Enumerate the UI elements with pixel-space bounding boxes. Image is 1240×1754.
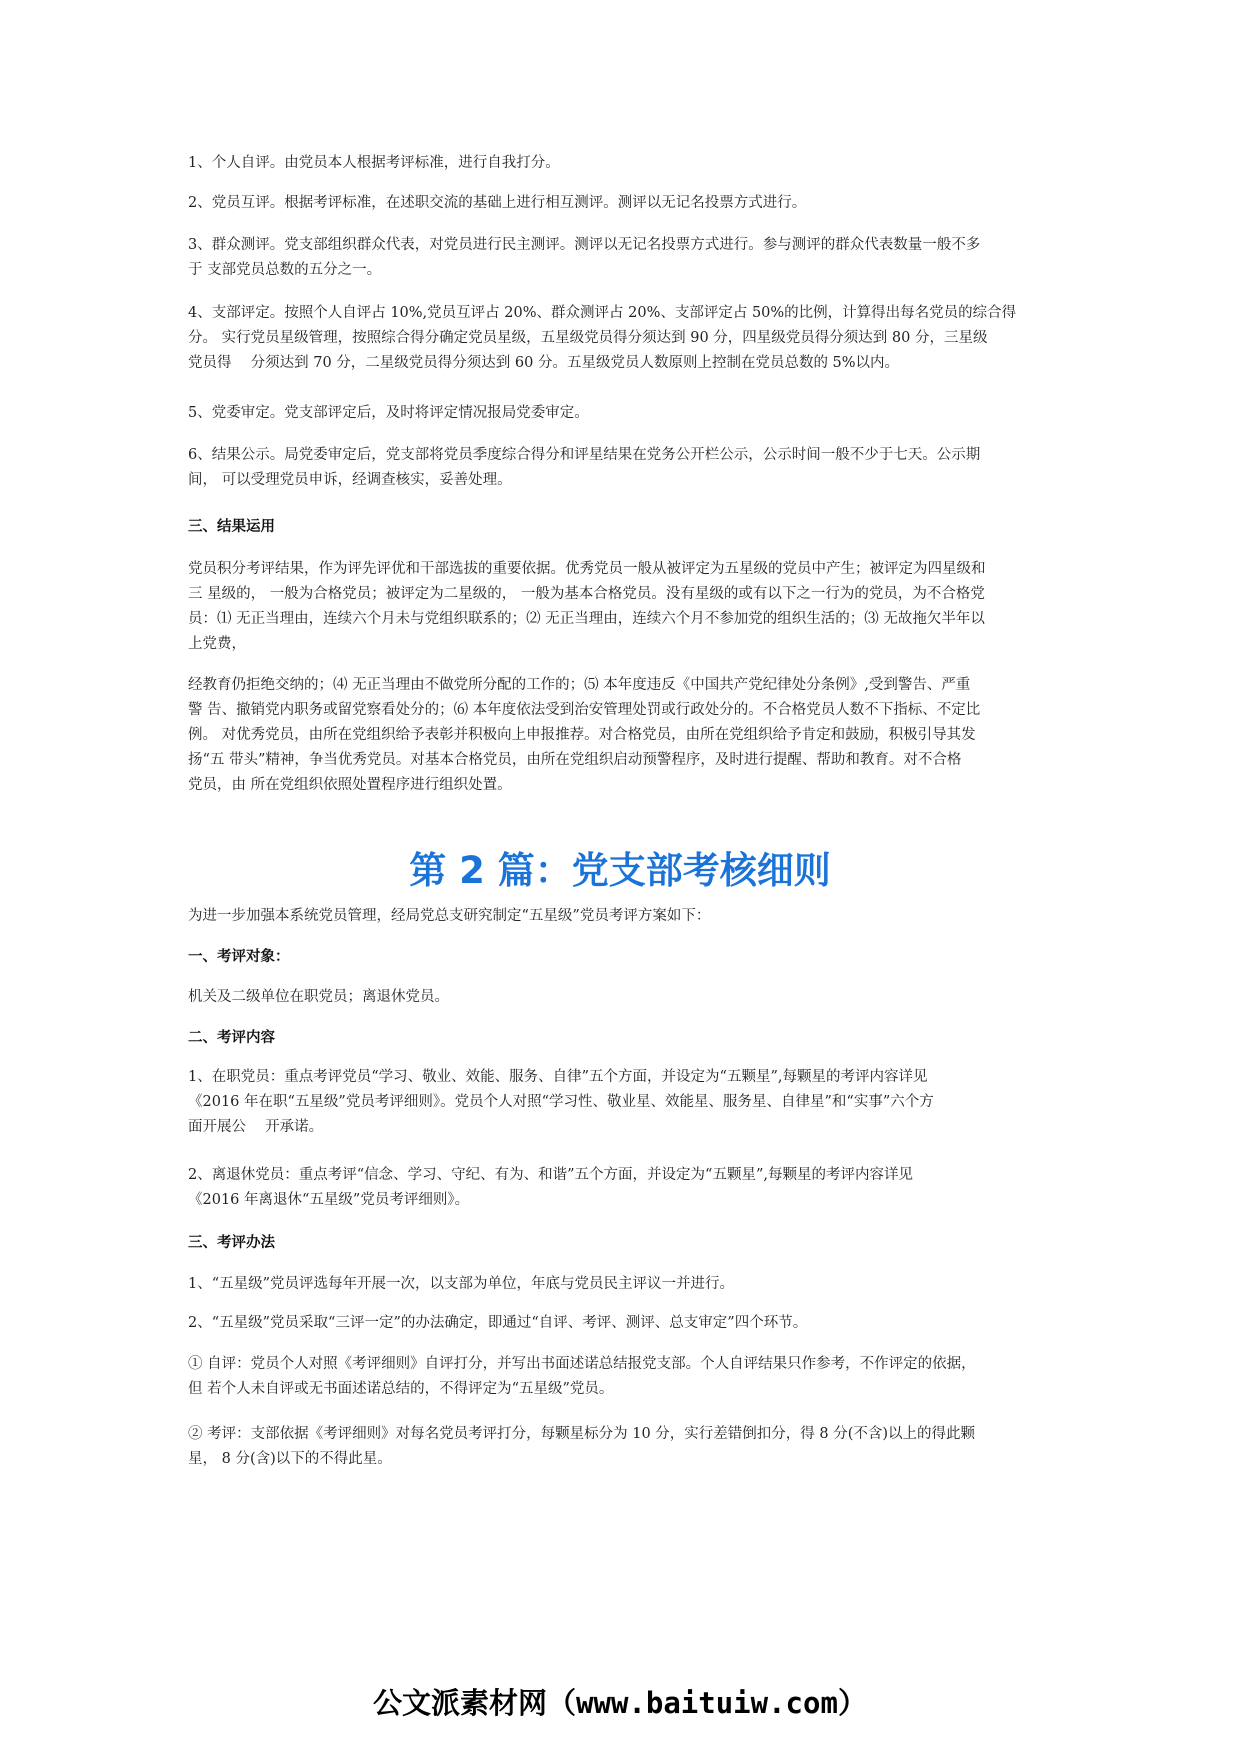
paragraph-result-publicity	[188, 443, 1060, 493]
paragraph-result-usage	[188, 557, 1060, 657]
text-line: 《2016 年离退休“五星级”党员考评细则》。	[188, 1192, 470, 1208]
text-line: 6、结果公示。局党委审定后，党支部将党员季度综合得分和评星结果在党务公开栏公示，公示时间一般不少于七天。公示期	[188, 447, 981, 463]
text-line: 2、“五星级”党员采取“三评一定”的办法确定，即通过“自评、考评、测评、总支审定”四个环节。	[188, 1315, 808, 1331]
text-line: 3、群众测评。党支部组织群众代表，对党员进行民主测评。测评以无记名投票方式进行。参与测评的群众代表数量一般不多	[188, 237, 981, 253]
text-line: 1、在职党员：重点考评党员“学习、敬业、效能、服务、自律”五个方面，并设定为“五颗星”,每颗星的考评内容详见	[188, 1069, 928, 1085]
paragraph-self-evaluation	[188, 151, 1060, 176]
paragraph-committee-review	[188, 401, 1060, 426]
text-line: 分。 实行党员星级管理，按照综合得分确定党员星级，五星级党员得分须达到 90 分，四星级党员得分须达到 80 分，三星级	[188, 330, 988, 346]
paragraph-peer-evaluation	[188, 191, 1060, 216]
text-line: 间， 可以受理党员申诉，经调查核实，妥善处理。	[188, 472, 512, 488]
text-line: ② 考评：支部依据《考评细则》对每名党员考评打分，每颗星标分为 10 分，实行差错倒扣分，得 8 分(不含)以上的得此颗	[188, 1426, 976, 1442]
text-line: 扬“五 带头”精神，争当优秀党员。对基本合格党员，由所在党组织启动预警程序，及时进行提醒、帮助和教育。对不合格	[188, 752, 962, 768]
text-line: 例。 对优秀党员，由所在党组织给予表彰并积极向上申报推荐。对合格党员，由所在党组织给予肯定和鼓励，积极引导其发	[188, 727, 976, 743]
text-line: 星， 8 分(含)以下的不得此星。	[188, 1451, 392, 1467]
text-line: ① 自评：党员个人对照《考评细则》自评打分，并写出书面述诺总结报党支部。个人自评结果只作参考，不作评定的依据，	[188, 1356, 976, 1372]
text-line: 1、个人自评。由党员本人根据考评标准，进行自我打分。	[188, 155, 560, 171]
paragraph-self-review	[188, 1352, 1060, 1402]
text-line: 4、支部评定。按照个人自评占 10%,党员互评占 20%、群众测评占 20%、支部评定占 50%的比例，计算得出每名党员的综合得	[188, 305, 1017, 321]
heading-result-usage: 三、结果运用	[188, 519, 275, 535]
text-line: 但 若个人未自评或无书面述诺总结的，不得评定为“五星级”党员。	[188, 1381, 614, 1397]
paragraph-method-1	[188, 1272, 1060, 1297]
text-line: 于 支部党员总数的五分之一。	[188, 262, 382, 278]
text-line: 《2016 年在职“五星级”党员考评细则》。党员个人对照“学习性、敬业星、效能星、服务星、自律星”和“实事”六个方	[188, 1094, 934, 1110]
paragraph-active-members	[188, 1065, 1060, 1140]
paragraph-unqualified-members	[188, 673, 1060, 798]
paragraph-method-2	[188, 1311, 1060, 1336]
paragraph-assessment	[188, 1422, 1060, 1472]
text-line: 员：⑴ 无正当理由，连续六个月未与党组织联系的；⑵ 无正当理由，连续六个月不参加党的组织生活的；⑶ 无故拖欠半年以	[188, 611, 985, 627]
text-line: 1、“五星级”党员评选每年开展一次，以支部为单位，年底与党员民主评议一并进行。	[188, 1276, 735, 1292]
text-line: 面开展公 开承诺。	[188, 1119, 324, 1135]
footer-watermark: 公文派素材网（www.baituiw.com）	[373, 1686, 867, 1720]
text-line: 三 星级的， 一般为合格党员；被评定为二星级的， 一般为基本合格党员。没有星级的或有以下之一行为的党员，为不合格党	[188, 586, 985, 602]
paragraph-evaluation-target	[188, 985, 1060, 1010]
text-line: 机关及二级单位在职党员；离退休党员。	[188, 989, 449, 1005]
text-line: 为进一步加强本系统党员管理，经局党总支研究制定“五星级”党员考评方案如下：	[188, 908, 711, 924]
text-line: 5、党委审定。党支部评定后，及时将评定情况报局党委审定。	[188, 405, 589, 421]
text-line: 党员得 分须达到 70 分，二星级党员得分须达到 60 分。五星级党员人数原则上控制在党员总数的 5%以内。	[188, 355, 900, 371]
paragraph-intro	[188, 904, 1060, 929]
paragraph-mass-evaluation	[188, 233, 1060, 283]
paragraph-branch-evaluation	[188, 301, 1060, 376]
article-title: 第 2 篇：党支部考核细则	[409, 849, 831, 892]
heading-evaluation-content: 二、考评内容	[188, 1030, 275, 1046]
text-line: 2、离退休党员：重点考评“信念、学习、守纪、有为、和谐”五个方面，并设定为“五颗星”,每颗星的考评内容详见	[188, 1167, 913, 1183]
text-line: 经教育仍拒绝交纳的；⑷ 无正当理由不做党所分配的工作的；⑸ 本年度违反《中国共产党纪律处分条例》,受到警告、严重	[188, 677, 971, 693]
heading-evaluation-target: 一、考评对象：	[188, 949, 290, 965]
text-line: 2、党员互评。根据考评标准，在述职交流的基础上进行相互测评。测评以无记名投票方式进行。	[188, 195, 807, 211]
heading-evaluation-method: 三、考评办法	[188, 1235, 275, 1251]
paragraph-retired-members	[188, 1163, 1060, 1213]
text-line: 警 告、撤销党内职务或留党察看处分的；⑹ 本年度依法受到治安管理处罚或行政处分的。不合格党员人数不下指标、不定比	[188, 702, 981, 718]
text-line: 党员积分考评结果，作为评先评优和干部选拔的重要依据。优秀党员一般从被评定为五星级的党员中产生；被评定为四星级和	[188, 561, 986, 577]
text-line: 上党费，	[188, 636, 246, 652]
text-line: 党员，由 所在党组织依照处置程序进行组织处置。	[188, 777, 512, 793]
